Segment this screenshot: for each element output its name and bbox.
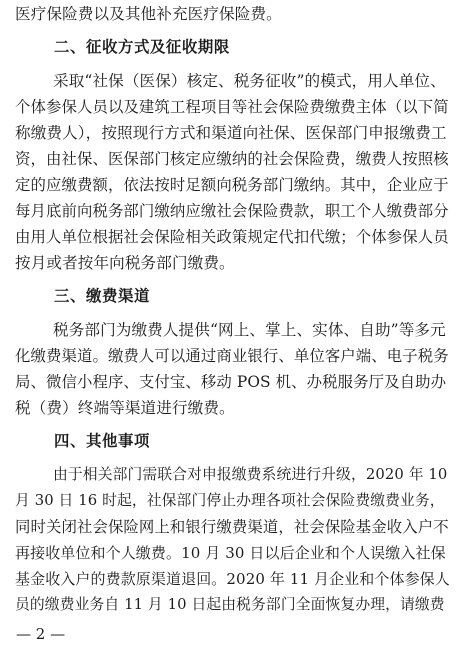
paragraph-line: 基金收入户的费款原渠道退回。2020 年 11 月企业和个体参保人 (15, 570, 450, 588)
section-heading: 三、缴费渠道 (54, 287, 150, 305)
paragraph-line: 税（费）终端等渠道进行缴费。 (15, 399, 235, 417)
paragraph-line: 采取“社保（医保）核定、税务征收”的模式，用人单位、 (53, 72, 446, 90)
paragraph-line: 每月底前向税务部门缴纳应缴社会保险费款，职工个人缴费部分 (15, 202, 449, 220)
paragraph-line: 化缴费渠道。缴费人可以通过商业银行、单位客户端、电子税务 (15, 347, 449, 365)
paragraph-line: 称缴费人），按照现行方式和渠道向社保、医保部门申报缴费工 (15, 124, 447, 142)
paragraph-line: 员的缴费业务自 11 月 10 日起由税务部门全面恢复办理，请缴费 (15, 596, 445, 613)
paragraph-line: 同时关闭社会保险网上和银行缴费渠道，社会保险基金收入户不 (15, 518, 449, 536)
page-number: — 2 — (16, 625, 66, 643)
paragraph-line: 局、微信小程序、支付宝、移动 POS 机、办税服务厅及自助办 (15, 373, 447, 391)
paragraph-line: 月 30 日 16 时起，社保部门停止办理各项社会保险费缴费业务， (15, 492, 445, 509)
paragraph-line: 由用人单位根据社会保险相关政策规定代扣代缴；个体参保人员 (15, 228, 449, 246)
paragraph-line: 资，由社保、医保部门核定应缴纳的社会保险费，缴费人按照核 (15, 150, 449, 168)
paragraph-line: 按月或者按年向税务部门缴费。 (15, 254, 235, 272)
paragraph-line: 税务部门为缴费人提供“网上、掌上、实体、自助”等多元 (53, 321, 446, 339)
paragraph-line: 个体参保人员以及建筑工程项目等社会保险费缴费主体（以下简 (15, 98, 449, 116)
section-heading: 二、征收方式及征收期限 (54, 38, 230, 56)
paragraph-line: 医疗保险费以及其他补充医疗保险费。 (15, 5, 282, 23)
paragraph-line: 由于相关部门需联合对申报缴费系统进行升级，2020 年 10 (53, 466, 448, 483)
paragraph-line: 再接收单位和个人缴费。10 月 30 日以后企业和个人误缴入社保 (15, 544, 446, 562)
paragraph-line: 定的应缴费额，依法按时足额向税务部门缴纳。其中，企业应于 (15, 176, 449, 194)
section-heading: 四、其他事项 (54, 432, 150, 450)
